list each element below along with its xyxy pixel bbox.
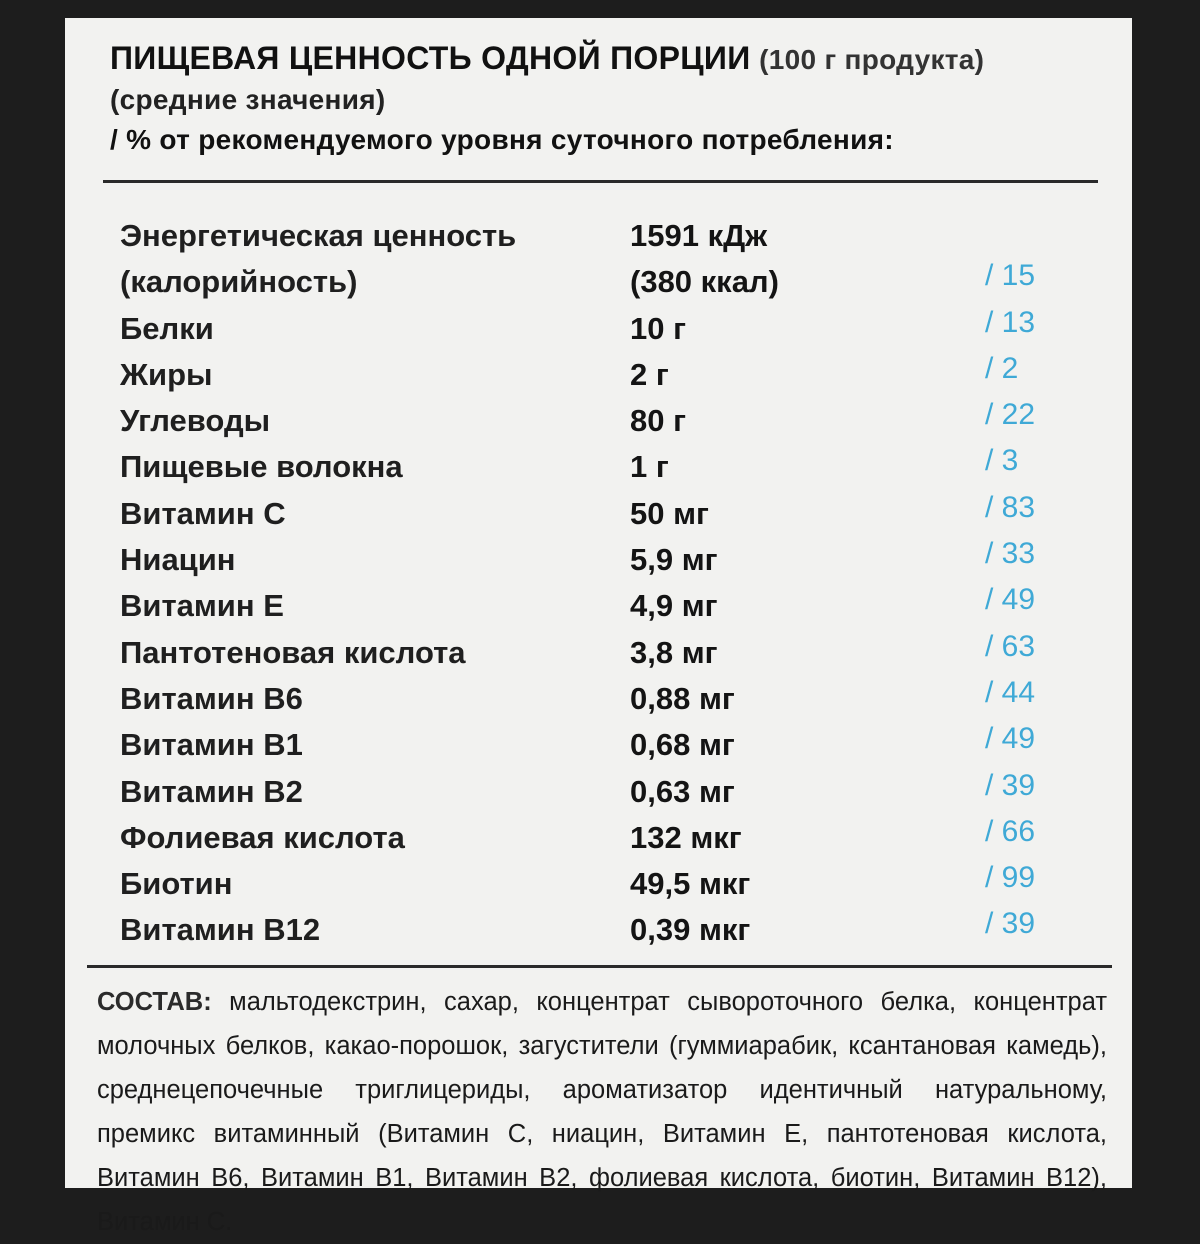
row-name: Пищевые волокна [120, 449, 403, 485]
row-name: Энергетическая ценность [120, 218, 517, 253]
row-name: Жиры [120, 356, 213, 392]
row-name: Витамин В2 [120, 773, 303, 809]
table-row [120, 722, 1080, 768]
row-name: Биотин [120, 866, 233, 902]
table-row [120, 398, 1080, 444]
table-row [120, 444, 1080, 490]
table-row [120, 352, 1080, 398]
header-title-portion: (100 г продукта) [759, 44, 985, 75]
row-amount: 10 г [630, 310, 687, 346]
nutrition-label [65, 18, 1132, 1236]
row-amount: 50 мг [630, 495, 709, 531]
row-amount: 1591 кДж [630, 218, 768, 253]
row-name: Фолиевая кислота [120, 819, 405, 855]
row-percent: / 15 [985, 259, 1036, 293]
row-percent: / 3 [985, 444, 1019, 478]
row-amount: 0,63 мг [630, 773, 735, 809]
table-row [120, 306, 1080, 352]
row-amount: 0,68 мг [630, 727, 735, 763]
row-amount: 1 г [630, 449, 669, 485]
row-name: Витамин Е [120, 588, 284, 624]
row-percent: / 99 [985, 861, 1036, 895]
header-line-2: (средние значения) [110, 84, 386, 115]
row-name: (калорийность) [120, 264, 358, 300]
table-row [120, 213, 1080, 259]
row-percent: / 63 [985, 629, 1036, 663]
header-divider [103, 180, 1098, 183]
row-percent: / 66 [985, 814, 1036, 848]
row-amount: 4,9 мг [630, 588, 718, 624]
row-percent: / 39 [985, 768, 1036, 802]
header-line-3: / % от рекомендуемого уровня суточного потребления: [110, 124, 894, 155]
row-amount: 0,39 мкг [630, 912, 751, 948]
composition-text: мальтодекстрин, сахар, концентрат сывороточного белка, концентрат молочных белков, какао-порошок, загустители (гуммиарабик, ксантановая камедь), среднецепочечные триглицериды, ароматизатор идентичный натуральному, премикс витаминный (Витамин С, ниацин, Витамин Е, пантотеновая кислота, Витамин В6, Витамин В1, Витамин В2, фолиевая кислота, биотин, Витамин В12), Витамин С. [97, 988, 1107, 1236]
nutrition-table [120, 213, 1080, 954]
header-title: ПИЩЕВАЯ ЦЕННОСТЬ ОДНОЙ ПОРЦИИ [110, 40, 751, 76]
row-amount: 49,5 мкг [630, 866, 751, 902]
table-row [120, 861, 1080, 907]
row-percent: / 49 [985, 583, 1036, 617]
table-row [120, 630, 1080, 676]
row-percent: / 49 [985, 722, 1036, 756]
row-amount: 132 мкг [630, 819, 742, 855]
row-percent: / 33 [985, 537, 1036, 571]
table-row [120, 537, 1080, 583]
composition-divider [87, 965, 1112, 968]
row-amount: 80 г [630, 403, 687, 439]
composition-block [97, 980, 1107, 1244]
row-name: Витамин В12 [120, 912, 321, 948]
table-row [120, 907, 1080, 953]
table-row [120, 676, 1080, 722]
row-name: Витамин В6 [120, 680, 303, 716]
row-name: Витамин В1 [120, 727, 303, 763]
header-line-1 [110, 38, 1110, 80]
row-percent: / 83 [985, 490, 1036, 524]
row-amount: 2 г [630, 356, 669, 392]
row-name: Пантотеновая кислота [120, 634, 466, 670]
table-row [120, 491, 1080, 537]
row-name: Витамин С [120, 495, 286, 531]
row-amount: 0,88 мг [630, 680, 735, 716]
row-name: Ниацин [120, 542, 236, 578]
row-percent: / 22 [985, 398, 1036, 432]
label-header [110, 38, 1110, 160]
row-name: Углеводы [120, 403, 271, 439]
row-amount: 5,9 мг [630, 542, 718, 578]
table-row [120, 815, 1080, 861]
row-percent: / 13 [985, 305, 1036, 339]
row-name: Белки [120, 310, 214, 346]
table-row [120, 769, 1080, 815]
table-row [120, 583, 1080, 629]
composition-heading: СОСТАВ: [97, 988, 212, 1016]
row-amount: (380 ккал) [630, 264, 779, 300]
table-row [120, 259, 1080, 305]
row-percent: / 2 [985, 351, 1019, 385]
row-percent: / 44 [985, 675, 1036, 709]
row-amount: 3,8 мг [630, 634, 718, 670]
row-percent: / 39 [985, 907, 1036, 941]
